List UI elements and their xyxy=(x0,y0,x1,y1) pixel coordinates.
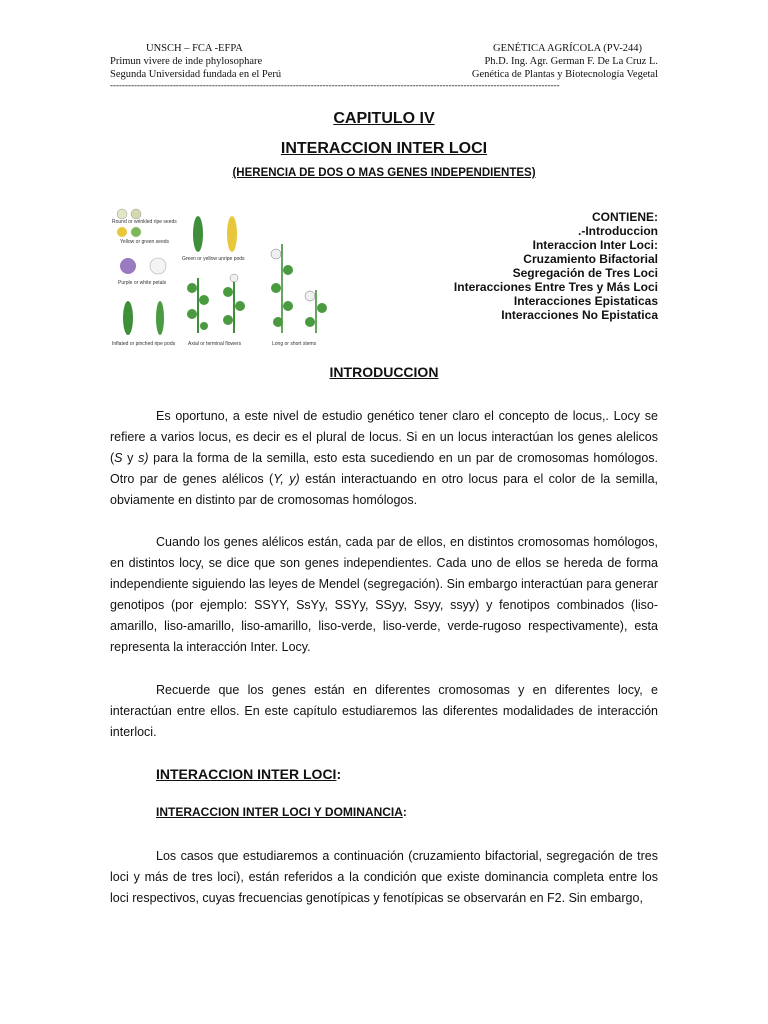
caption-stems: Long or short stems xyxy=(272,341,317,347)
header-course: GENÉTICA AGRÍCOLA (PV-244) xyxy=(493,43,642,54)
section-subheading: INTERACCION INTER LOCI Y DOMINANCIA: xyxy=(156,805,407,819)
green-pod-icon xyxy=(193,216,203,252)
pinched-pod-icon xyxy=(156,301,164,335)
green-seed-icon xyxy=(131,227,141,237)
white-petal-icon xyxy=(150,258,166,274)
wrinkled-seed-icon xyxy=(131,209,141,219)
caption-pods-shape: Inflated or pinched ripe pods xyxy=(112,341,176,347)
section-heading: INTERACCION INTER LOCI: xyxy=(156,766,342,782)
contents-item: .-Introduccion xyxy=(578,224,658,238)
section-paragraph: Los casos que estudiaremos a continuación (cruzamiento bifactorial, segregación de tres loci y más de tres loci), están referidos a la condición que existe dominancia completa entre los loci respectivos, cuyas frecuencias genotípicas y fenotípicas se observarán en F2. Sin embargo, xyxy=(110,849,658,905)
intro-paragraph-2: Cuando los genes alélicos están, cada par de ellos, en distintos cromosomas homólogos, en distintos locy, se dice que son genes independientes. Cada uno de ellos se hereda de forma independiente siguiendo las leyes de Mendel (segregación). Sin embargo interactúan para generar genotipos (por ejemplo: SSYY, SsYy, SSYy, SSyy, Ssyy, ssyy) y fenotipos combinados (liso-amarillo, liso-amarillo, liso-amarillo, liso-verde, liso-verde, verde-rugoso respectivamente), esta representa la interacción Inter. Locy. xyxy=(110,535,658,654)
contents-item: Interacciones Epistaticas xyxy=(513,294,658,308)
yellow-seed-icon xyxy=(117,227,127,237)
contents-item: Cruzamiento Bifactorial xyxy=(523,252,658,266)
chapter-title: CAPITULO IV xyxy=(333,110,435,127)
intro-paragraph-1: Es oportuno, a este nivel de estudio genético tener claro el concepto de locus,. Locy se refiere a varios locus, es decir es el plural de locus. Si en un locus interactúan los genes alelicos (S y s) para la forma de la semilla, esto esta sucediendo en un par de cromosomas homólogos. Otro par de genes alélicos (Y, y) están interactuando en otro locus para el color de la semilla, obviamente en distinto par de cromosomas homólogos. xyxy=(110,409,658,507)
introduction-heading: INTRODUCCION xyxy=(329,364,439,380)
page-header xyxy=(110,42,658,90)
caption-flowers: Axial or terminal flowers xyxy=(188,341,242,347)
header-university: Segunda Universidad fundada en el Perú xyxy=(110,69,282,80)
header-institution: UNSCH – FCA -EFPA xyxy=(146,43,243,54)
axial-flower-plant-icon xyxy=(187,278,209,333)
terminal-flower-plant-icon xyxy=(223,274,245,333)
chapter-subtitle: (HERENCIA DE DOS O MAS GENES INDEPENDIENTES) xyxy=(232,167,536,179)
contents-item: Interacciones No Epistatica xyxy=(501,308,658,322)
header-author: Ph.D. Ing. Agr. German F. De La Cruz L. xyxy=(484,56,658,67)
caption-pods-color: Green or yellow unripe pods xyxy=(182,256,245,262)
caption-seeds-shape: Round or wrinkled ripe seeds xyxy=(112,219,177,225)
header-department: Genética de Plantas y Biotecnología Vegetal xyxy=(471,69,658,80)
header-separator: ------------------------------------------------------------------------------------------------------------------------------------------------------ xyxy=(110,81,560,90)
caption-petals: Purple or white petals xyxy=(118,280,167,286)
contents-heading: CONTIENE: xyxy=(592,210,658,224)
contents-item: Segregación de Tres Loci xyxy=(512,266,658,280)
round-seed-icon xyxy=(117,209,127,219)
short-stem-plant-icon xyxy=(305,290,327,333)
header-motto: Primun vivere de inde phylosophare xyxy=(110,56,263,67)
inflated-pod-icon xyxy=(123,301,133,335)
contents-item: Interacciones Entre Tres y Más Loci xyxy=(453,280,658,294)
pea-traits-figure xyxy=(110,208,345,360)
intro-paragraph-3: Recuerde que los genes están en diferentes cromosomas y en diferentes locy, e interactúan entre ellos. En este capítulo estudiaremos las diferentes modalidades de interacción interloci. xyxy=(110,683,658,739)
yellow-pod-icon xyxy=(227,216,237,252)
long-stem-plant-icon xyxy=(271,244,293,333)
contents-list xyxy=(454,210,658,322)
purple-petal-icon xyxy=(120,258,136,274)
chapter-name: INTERACCION INTER LOCI xyxy=(280,140,488,157)
contents-item: Interaccion Inter Loci: xyxy=(532,238,658,252)
caption-seeds-color: Yellow or green seeds xyxy=(120,239,170,245)
